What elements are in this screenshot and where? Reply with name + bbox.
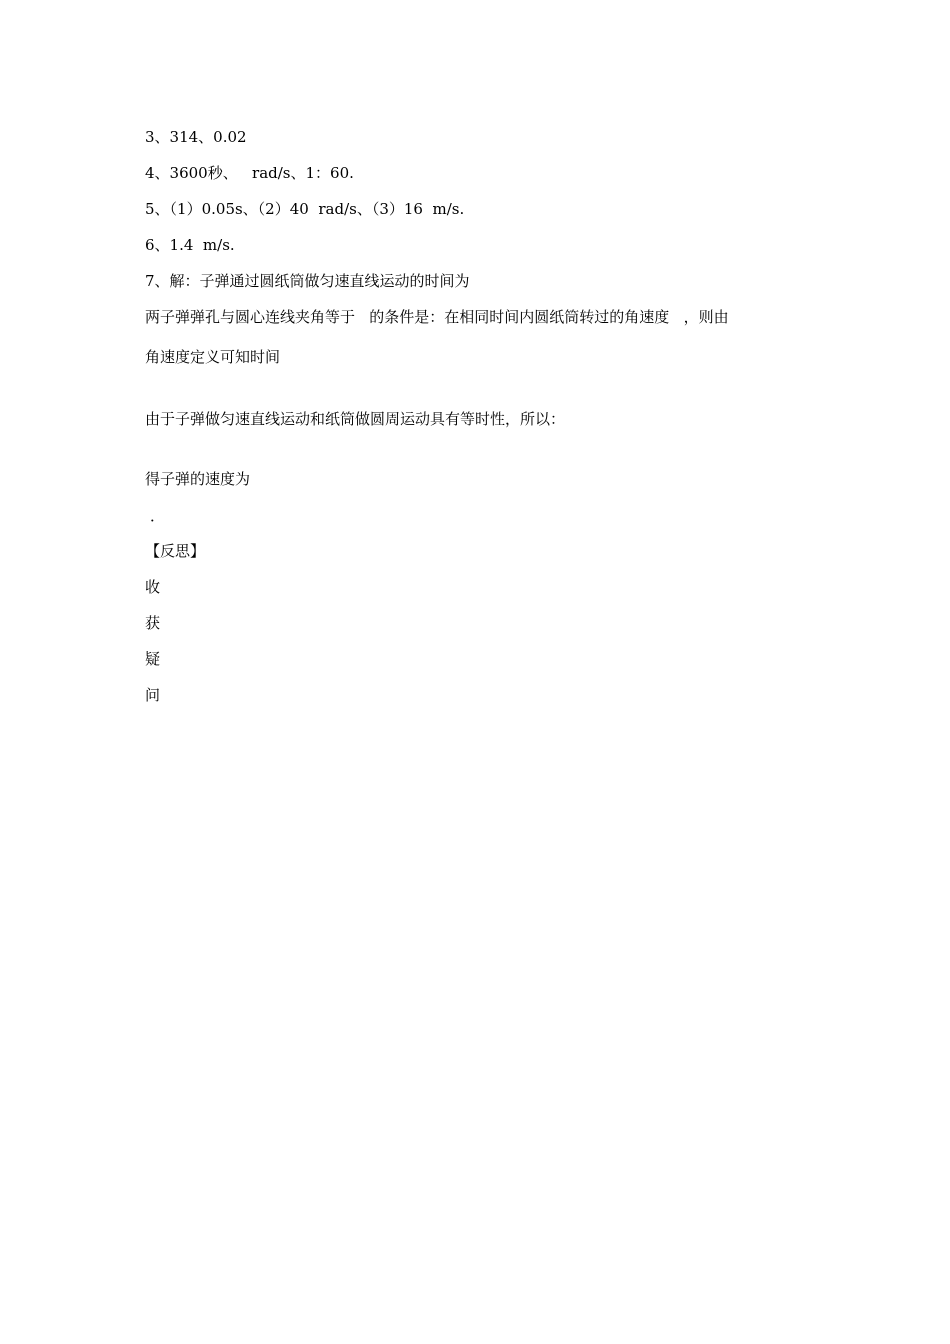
answer-3: 3、314、0.02 [145, 128, 247, 146]
answer-7-line-5: 得子弹的速度为 [145, 470, 251, 488]
reflection-item: 疑 [145, 650, 161, 668]
answer-5: 5、（1）0.05s、（2）40 rad/s、（3）16 m/s. [145, 200, 465, 218]
answer-4: 4、3600秒、 rad/s、1：60. [145, 164, 354, 182]
reflection-title: 【反思】 [145, 542, 206, 560]
answer-7-line-1: 7、解：子弹通过圆纸筒做匀速直线运动的时间为 [145, 272, 470, 290]
answer-7-line-3: 角速度定义可知时间 [145, 348, 281, 366]
reflection-item: 收 [145, 578, 161, 596]
reflection-item: 问 [145, 686, 161, 704]
answer-7-line-2: 两子弹弹孔与圆心连线夹角等于 的条件是：在相同时间内圆纸筒转过的角速度 ，则由 [145, 308, 729, 326]
answer-7-line-4: 由于子弹做匀速直线运动和纸筒做圆周运动具有等时性，所以： [145, 410, 566, 428]
answer-7-line-6: ． [150, 507, 166, 525]
reflection-item: 获 [145, 614, 161, 632]
answer-6: 6、1.4 m/s. [145, 236, 235, 254]
